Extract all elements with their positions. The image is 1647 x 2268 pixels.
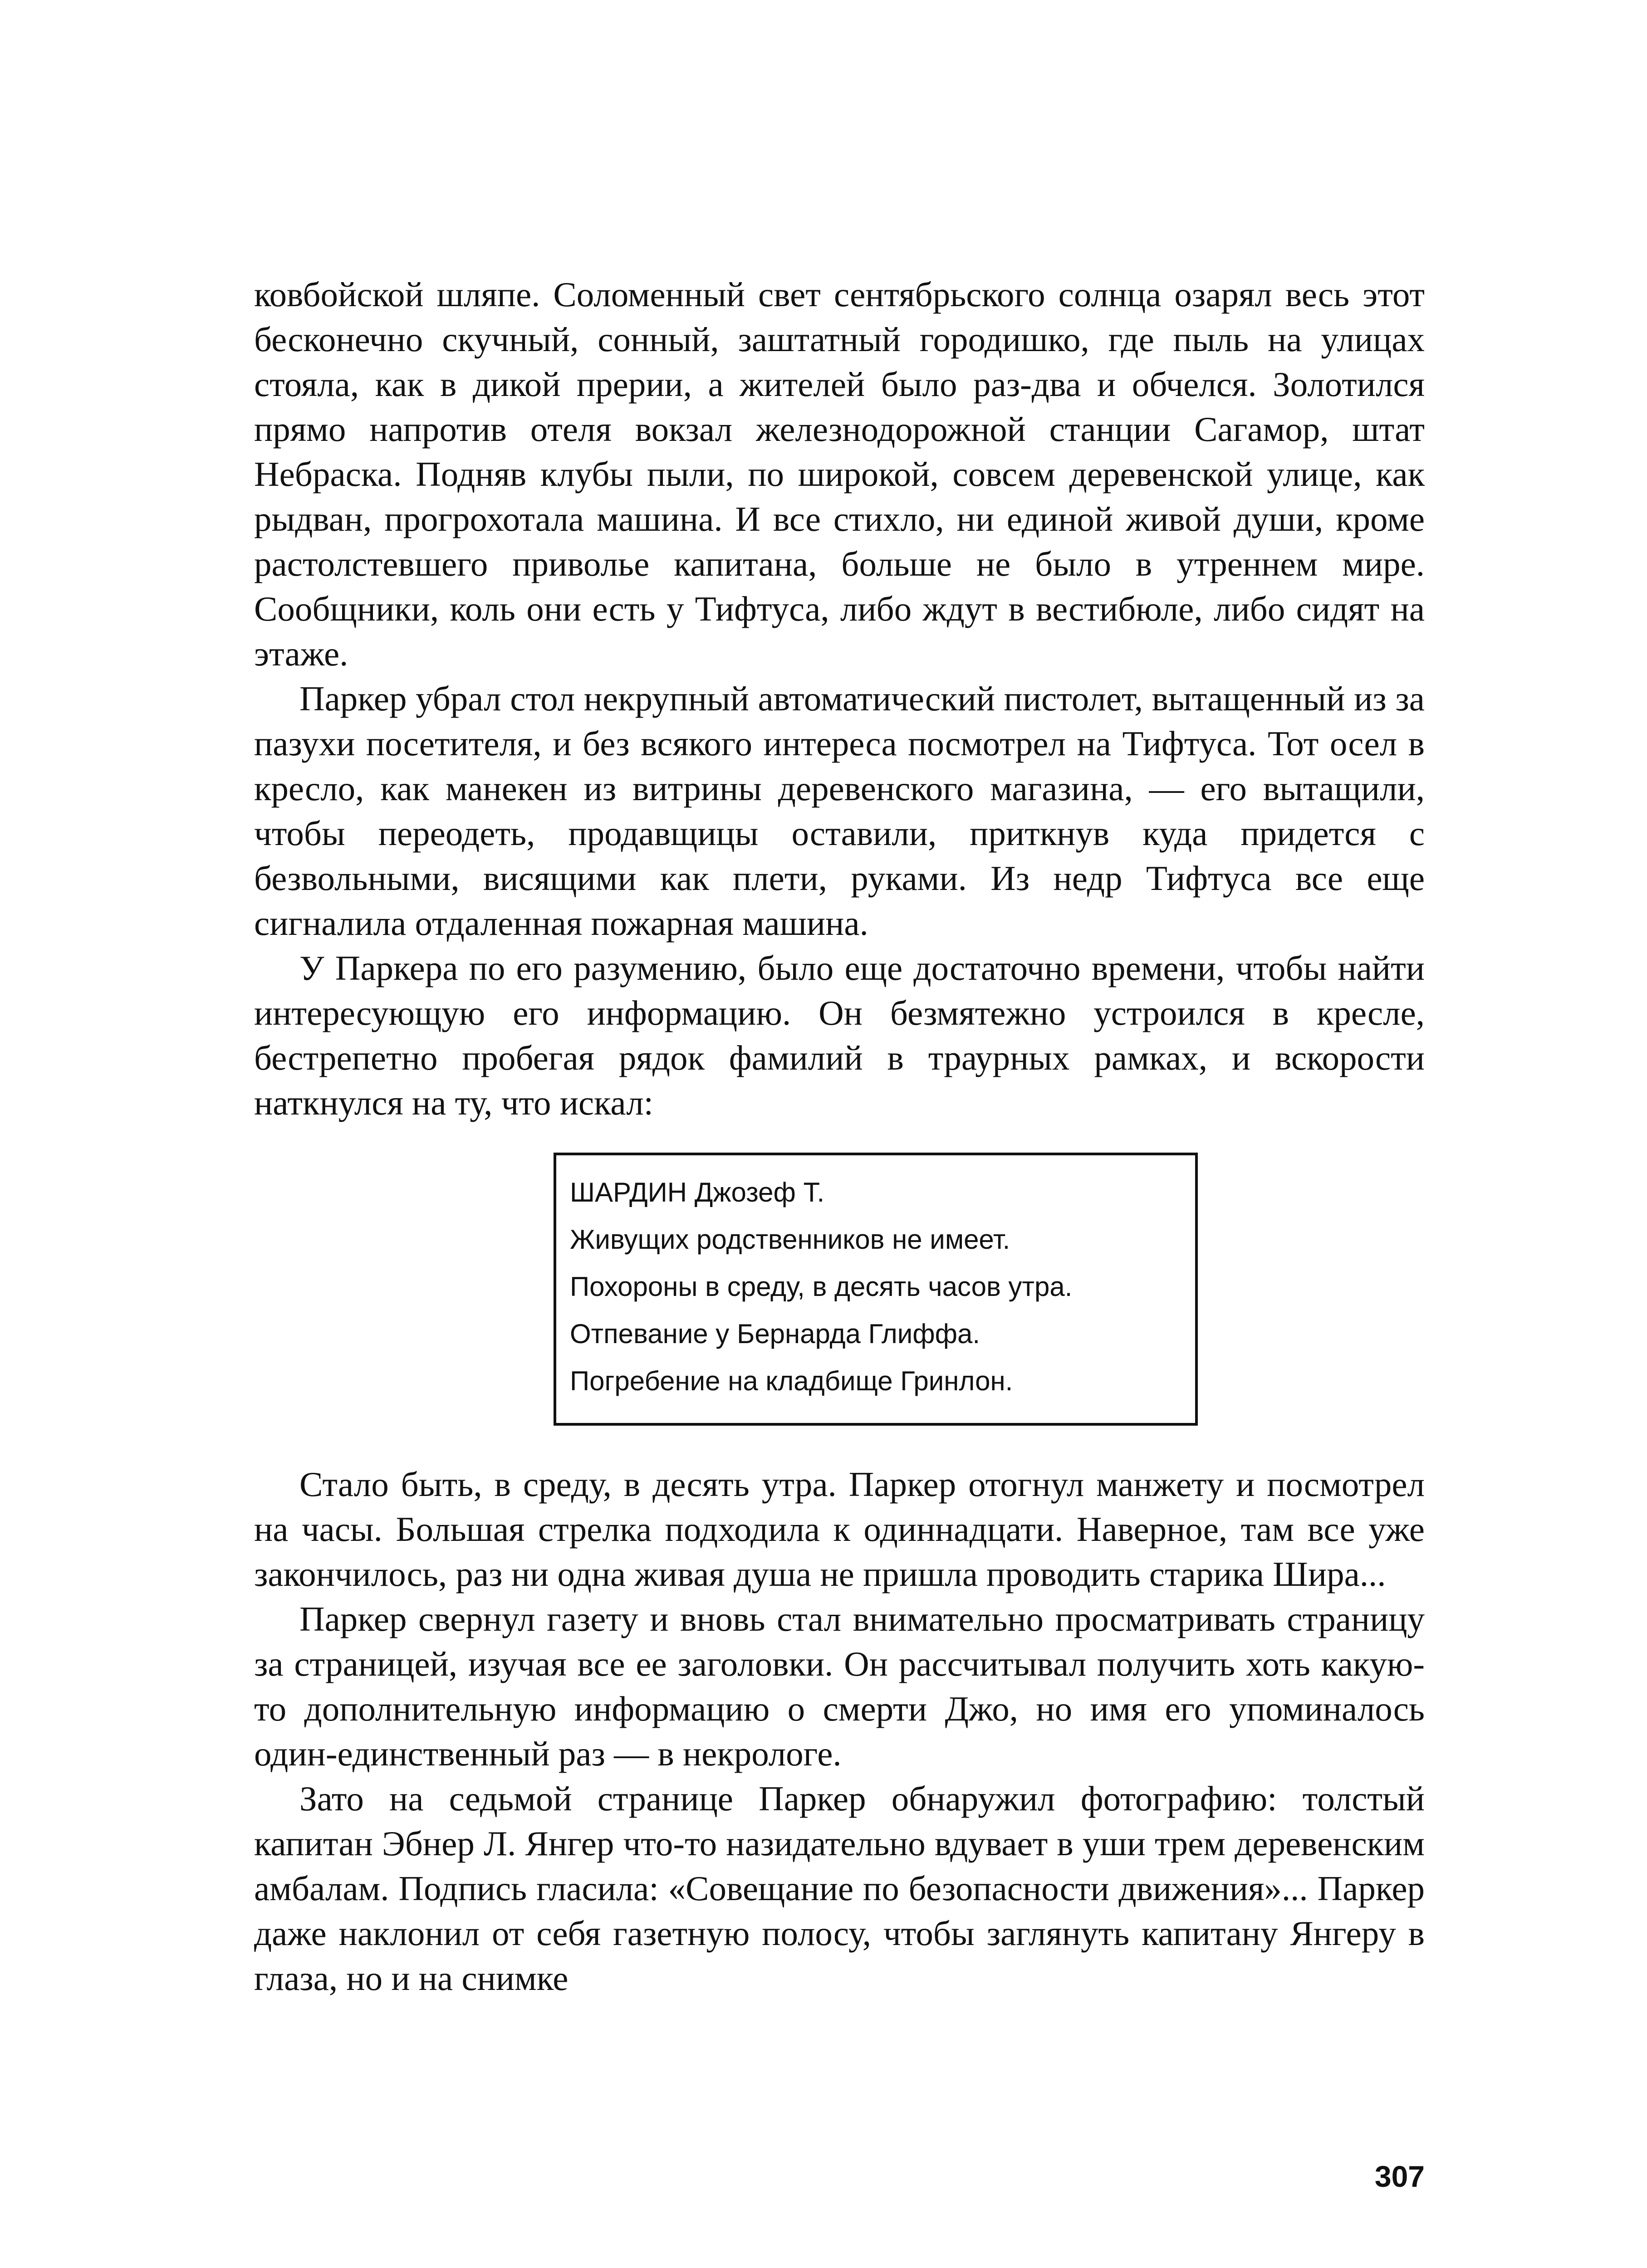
obituary-line-service: Отпевание у Бернарда Глиффа.	[570, 1319, 980, 1349]
obituary-box	[554, 1153, 1198, 1426]
paragraph-2: Паркер убрал стол некрупный автоматический пистолет, вытащенный из за пазухи посетителя, и без всякого интереса посмотрел на Тифтуса. Тот осел в кресло, как манекен из витрины деревенского магазина, — его вытащили, чтобы переодеть, продавщицы оставили, приткнув куда придется с безвольными, висящими как плети, руками. Из недр Тифтуса все еще сигналила отдаленная пожарная машина.	[254, 679, 1425, 943]
obituary-line-burial: Погребение на кладбище Гринлон.	[570, 1366, 1013, 1396]
page-number: 307	[1374, 2160, 1425, 2193]
obituary-name: ШАРДИН Джозеф Т.	[570, 1177, 825, 1207]
page-body	[254, 272, 1425, 2193]
paragraph-5: Паркер свернул газету и вновь стал внимательно просматривать страницу за страницей, изучая все ее заголовки. Он рассчитывал получить хоть какую-то дополнительную информацию о смерти Джо, но имя его упоминалось один-единственный раз — в некрологе.	[254, 1599, 1425, 1773]
paragraph-4: Стало быть, в среду, в десять утра. Паркер отогнул манжету и посмотрел на часы. Большая стрелка подходила к одиннадцати. Наверное, там все уже закончилось, раз ни одна живая душа не пришла проводить старика Шира...	[254, 1465, 1425, 1593]
paragraph-1: ковбойской шляпе. Соломенный свет сентябрьского солнца озарял весь этот бесконечно скучный, сонный, заштатный городишко, где пыль на улицах стояла, как в дикой прерии, а жителей было раз-два и обчелся. Золотился прямо напротив отеля вокзал железнодорожной станции Сагамор, штат Небраска. Подняв клубы пыли, по широкой, совсем деревенской улице, как рыдван, прогрохотала машина. И все стихло, ни единой живой души, кроме растолстевшего приволье капитана, больше не было в утреннем мире. Сообщники, коль они есть у Тифтуса, либо ждут в вестибюле, либо сидят на этаже.	[254, 275, 1425, 673]
obituary-wrapper	[254, 1153, 1425, 1426]
obituary-line-funeral: Похороны в среду, в десять часов утра.	[570, 1271, 1073, 1302]
paragraph-6: Зато на седьмой странице Паркер обнаружил фотографию: толстый капитан Эбнер Л. Янгер что-то назидательно вдувает в уши трем деревенским амбалам. Подпись гласила: «Совещание по безопасности движения»... Паркер даже наклонил от себя газетную полосу, чтобы заглянуть капитану Янгеру в глаза, но и на снимке	[254, 1779, 1425, 1998]
paragraph-3: У Паркера по его разумению, было еще достаточно времени, чтобы найти интересующую его информацию. Он безмятежно устроился в кресле, бестрепетно пробегая рядок фамилий в траурных рамках, и вскорости наткнулся на ту, что искал:	[254, 948, 1425, 1122]
obituary-line-relatives: Живущих родственников не имеет.	[570, 1224, 1010, 1255]
